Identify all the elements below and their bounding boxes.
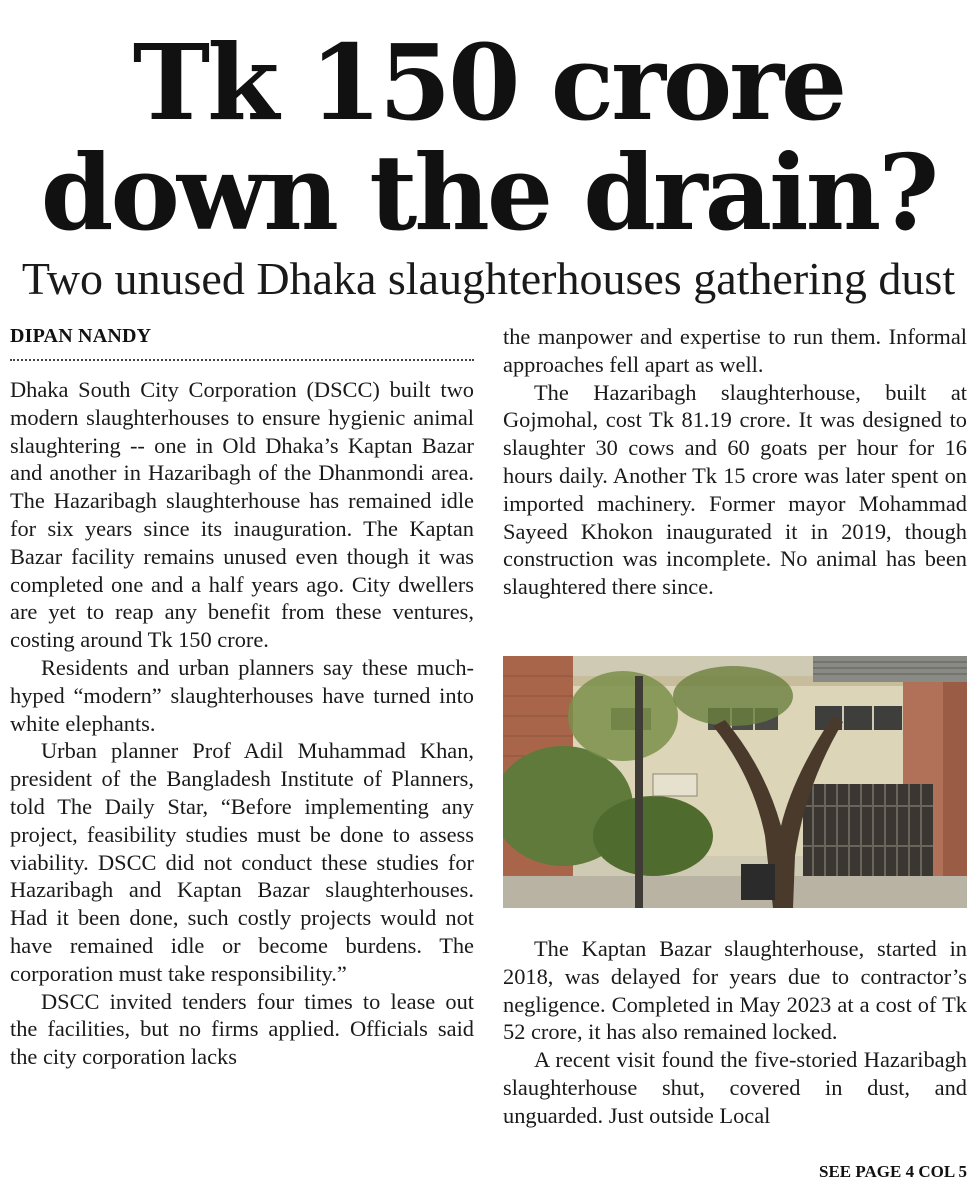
paragraph: A recent visit found the five-storied Hazaribagh slaughterhouse shut, covered in dust, and unguarded. Just outside Local [503, 1047, 967, 1128]
paragraph: Residents and urban planners say these much-hyped “modern” slaughterhouses have turned into white elephants. [10, 654, 474, 736]
paragraph: the manpower and expertise to run them. Informal approaches fell apart as well. [503, 324, 967, 377]
article-column-right-top [503, 323, 967, 633]
subheadline: Two unused Dhaka slaughterhouses gathering dust [21, 253, 956, 304]
paragraph: Urban planner Prof Adil Muhammad Khan, president of the Bangladesh Institute of Planners, told The Daily Star, “Before implementing any project, feasibility studies must be done to assess viability. DSCC did not conduct these studies for Hazaribagh and Kaptan Bazar slaughterhouses. Had it been done, such costly projects would not have remained idle or become burdens. The corporation must take responsibility.” [10, 738, 474, 986]
paragraph: Dhaka South City Corporation (DSCC) built two modern slaughterhouses to ensure hygienic animal slaughtering -- one in Old Dhaka’s Kaptan Bazar and another in Hazaribagh of the Dhanmondi area. The Hazaribagh slaughterhouse has remained idle for six years since its inauguration. The Kaptan Bazar facility remains unused even though it was completed one and a half years ago. City dwellers are yet to reap any benefit from these ventures, costing around Tk 150 crore. [10, 377, 474, 653]
article-column-right-bottom [503, 935, 967, 1160]
byline: DIPAN NANDY [10, 325, 152, 347]
slaughterhouse-photo [503, 656, 967, 908]
headline-line-2: down the drain? [40, 131, 937, 254]
paragraph: DSCC invited tenders four times to lease out the facilities, but no firms applied. Officials said the city corporation lacks [10, 988, 474, 1070]
article-column-left [10, 376, 474, 1186]
byline-divider [10, 359, 474, 361]
paragraph: The Hazaribagh slaughterhouse, built at Gojmohal, cost Tk 81.19 crore. It was designed to slaughter 30 cows and 60 goats per hour for 16 hours daily. Another Tk 15 crore was later spent on imported machinery. Former mayor Mohammad Sayeed Khokon inaugurated it in 2019, though construction was incomplete. No animal has been slaughtered there since. [503, 379, 967, 600]
paragraph: The Kaptan Bazar slaughterhouse, started in 2018, was delayed for years due to contractor’s negligence. Completed in May 2023 at a cost of Tk 52 crore, it has also remained locked. [503, 936, 967, 1045]
headline-line-1: Tk 150 crore [132, 21, 845, 144]
continuation-jump-line: SEE PAGE 4 COL 5 [819, 1162, 967, 1181]
